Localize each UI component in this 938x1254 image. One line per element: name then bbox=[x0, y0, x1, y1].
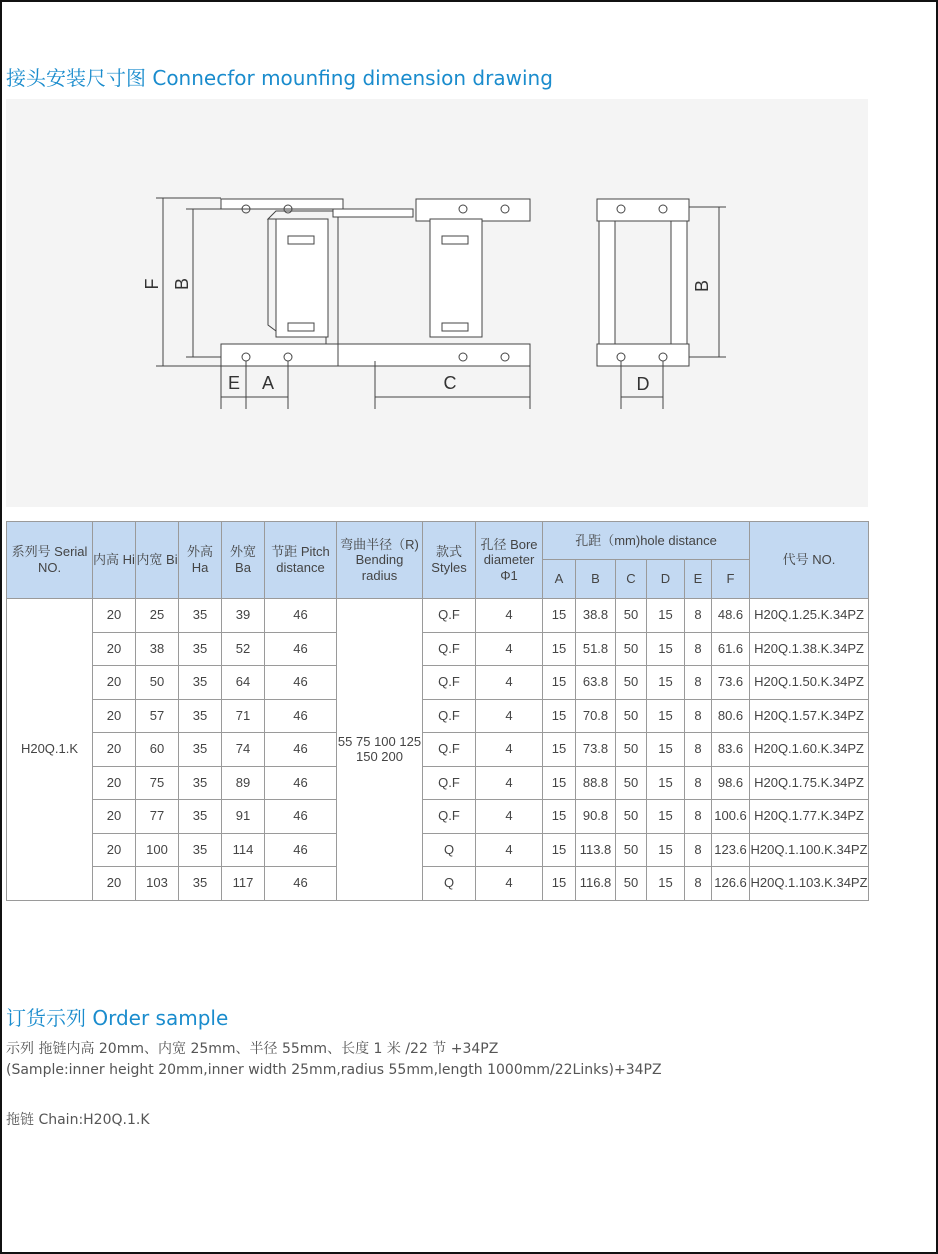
cell-d: 15 bbox=[647, 766, 685, 800]
cell-e: 8 bbox=[685, 666, 712, 700]
cell-pitch: 46 bbox=[265, 833, 337, 867]
cell-ha: 35 bbox=[179, 800, 222, 834]
cell-d: 15 bbox=[647, 800, 685, 834]
cell-a: 15 bbox=[543, 733, 576, 767]
header-pitch: 节距 Pitch distance bbox=[265, 522, 337, 599]
cell-e: 8 bbox=[685, 766, 712, 800]
connector-dimension-drawing bbox=[6, 99, 868, 507]
cell-bore: 4 bbox=[476, 699, 543, 733]
cell-ha: 35 bbox=[179, 666, 222, 700]
order-sample-line-en: (Sample:inner height 20mm,inner width 25mm,radius 55mm,length 1000mm/22Links)+34PZ bbox=[6, 1062, 662, 1078]
header-hole-e: E bbox=[685, 560, 712, 599]
table-row bbox=[7, 833, 869, 867]
cell-f: 123.6 bbox=[712, 833, 750, 867]
header-ba: 外宽 Ba bbox=[222, 522, 265, 599]
cell-c: 50 bbox=[616, 699, 647, 733]
cell-d: 15 bbox=[647, 833, 685, 867]
dim-label-c: C bbox=[443, 373, 457, 393]
cell-d: 15 bbox=[647, 632, 685, 666]
table-row bbox=[7, 699, 869, 733]
cell-bore: 4 bbox=[476, 733, 543, 767]
cell-ba: 39 bbox=[222, 599, 265, 633]
cell-hi: 20 bbox=[93, 599, 136, 633]
cell-ba: 52 bbox=[222, 632, 265, 666]
cell-e: 8 bbox=[685, 632, 712, 666]
left-bracket-outline bbox=[221, 199, 343, 209]
cell-b: 73.8 bbox=[576, 733, 616, 767]
cell-pitch: 46 bbox=[265, 800, 337, 834]
cell-d: 15 bbox=[647, 733, 685, 767]
cell-code: H20Q.1.57.K.34PZ bbox=[750, 699, 869, 733]
header-bore: 孔径 Bore diameter Φ1 bbox=[476, 522, 543, 599]
cell-a: 15 bbox=[543, 632, 576, 666]
header-hole-distance: 孔距（mm)hole distance bbox=[543, 522, 750, 560]
cell-style: Q.F bbox=[423, 800, 476, 834]
order-sample-line-cn: 示列 拖链内高 20mm、内宽 25mm、半径 55mm、长度 1 米 /22 节 +34PZ bbox=[6, 1041, 499, 1057]
header-bending: 弯曲半径（R) Bending radius bbox=[337, 522, 423, 599]
cell-hi: 20 bbox=[93, 632, 136, 666]
table-row bbox=[7, 666, 869, 700]
cell-d: 15 bbox=[647, 666, 685, 700]
cell-b: 70.8 bbox=[576, 699, 616, 733]
cell-code: H20Q.1.60.K.34PZ bbox=[750, 733, 869, 767]
cell-ba: 114 bbox=[222, 833, 265, 867]
cell-pitch: 46 bbox=[265, 733, 337, 767]
cell-e: 8 bbox=[685, 833, 712, 867]
dim-label-d: D bbox=[636, 374, 650, 394]
cell-pitch: 46 bbox=[265, 632, 337, 666]
cell-c: 50 bbox=[616, 867, 647, 901]
header-hole-c: C bbox=[616, 560, 647, 599]
cell-code: H20Q.1.103.K.34PZ bbox=[750, 867, 869, 901]
header-hole-a: A bbox=[543, 560, 576, 599]
dimension-drawing-svg bbox=[6, 99, 868, 507]
cell-e: 8 bbox=[685, 800, 712, 834]
cell-e: 8 bbox=[685, 699, 712, 733]
cell-code: H20Q.1.25.K.34PZ bbox=[750, 599, 869, 633]
spec-table-body bbox=[7, 599, 869, 901]
cell-hi: 20 bbox=[93, 733, 136, 767]
cell-style: Q.F bbox=[423, 766, 476, 800]
spec-table bbox=[6, 521, 869, 901]
table-row bbox=[7, 632, 869, 666]
cell-code: H20Q.1.77.K.34PZ bbox=[750, 800, 869, 834]
cell-b: 116.8 bbox=[576, 867, 616, 901]
cell-ba: 117 bbox=[222, 867, 265, 901]
cell-hi: 20 bbox=[93, 867, 136, 901]
cell-style: Q bbox=[423, 833, 476, 867]
cell-f: 73.6 bbox=[712, 666, 750, 700]
cell-ha: 35 bbox=[179, 867, 222, 901]
cell-pitch: 46 bbox=[265, 599, 337, 633]
cell-f: 83.6 bbox=[712, 733, 750, 767]
cell-pitch: 46 bbox=[265, 766, 337, 800]
cell-pitch: 46 bbox=[265, 867, 337, 901]
cell-style: Q.F bbox=[423, 666, 476, 700]
cell-c: 50 bbox=[616, 599, 647, 633]
cell-a: 15 bbox=[543, 766, 576, 800]
cell-ha: 35 bbox=[179, 599, 222, 633]
cell-hi: 20 bbox=[93, 833, 136, 867]
cell-b: 63.8 bbox=[576, 666, 616, 700]
order-section-title: 订货示列 Order sample bbox=[6, 1006, 229, 1030]
cell-bore: 4 bbox=[476, 666, 543, 700]
cell-style: Q bbox=[423, 867, 476, 901]
cell-b: 88.8 bbox=[576, 766, 616, 800]
cell-bore: 4 bbox=[476, 833, 543, 867]
cell-ha: 35 bbox=[179, 699, 222, 733]
cell-ha: 35 bbox=[179, 833, 222, 867]
cell-d: 15 bbox=[647, 867, 685, 901]
cell-style: Q.F bbox=[423, 632, 476, 666]
header-hole-f: F bbox=[712, 560, 750, 599]
header-styles: 款式 Styles bbox=[423, 522, 476, 599]
cell-hi: 20 bbox=[93, 766, 136, 800]
table-row bbox=[7, 733, 869, 767]
cell-ha: 35 bbox=[179, 733, 222, 767]
cell-ba: 91 bbox=[222, 800, 265, 834]
cell-a: 15 bbox=[543, 833, 576, 867]
dim-label-e: E bbox=[227, 373, 241, 393]
cell-b: 90.8 bbox=[576, 800, 616, 834]
cell-a: 15 bbox=[543, 599, 576, 633]
serial-cell: H20Q.1.K bbox=[7, 599, 93, 901]
cell-a: 15 bbox=[543, 699, 576, 733]
cell-ha: 35 bbox=[179, 632, 222, 666]
cell-a: 15 bbox=[543, 666, 576, 700]
cell-e: 8 bbox=[685, 599, 712, 633]
cell-ba: 74 bbox=[222, 733, 265, 767]
header-ha: 外高 Ha bbox=[179, 522, 222, 599]
cell-pitch: 46 bbox=[265, 666, 337, 700]
cell-bi: 50 bbox=[136, 666, 179, 700]
dim-label-f: F bbox=[142, 278, 162, 290]
header-bi: 内宽 Bi bbox=[136, 522, 179, 599]
cell-b: 113.8 bbox=[576, 833, 616, 867]
cell-bi: 57 bbox=[136, 699, 179, 733]
cell-c: 50 bbox=[616, 632, 647, 666]
cell-code: H20Q.1.38.K.34PZ bbox=[750, 632, 869, 666]
cell-ba: 89 bbox=[222, 766, 265, 800]
cell-f: 80.6 bbox=[712, 699, 750, 733]
cell-bore: 4 bbox=[476, 766, 543, 800]
header-code: 代号 NO. bbox=[750, 522, 869, 599]
table-row bbox=[7, 800, 869, 834]
cell-f: 98.6 bbox=[712, 766, 750, 800]
cell-bore: 4 bbox=[476, 800, 543, 834]
cell-ba: 64 bbox=[222, 666, 265, 700]
dim-label-b: B bbox=[172, 277, 192, 291]
table-row bbox=[7, 867, 869, 901]
header-serial: 系列号 Serial NO. bbox=[7, 522, 93, 599]
dim-label-b-side: B bbox=[692, 279, 712, 293]
cell-pitch: 46 bbox=[265, 699, 337, 733]
cell-bore: 4 bbox=[476, 867, 543, 901]
cell-bore: 4 bbox=[476, 632, 543, 666]
cell-e: 8 bbox=[685, 733, 712, 767]
table-row bbox=[7, 766, 869, 800]
dim-label-a: A bbox=[261, 373, 275, 393]
cell-ha: 35 bbox=[179, 766, 222, 800]
cell-code: H20Q.1.75.K.34PZ bbox=[750, 766, 869, 800]
cell-bi: 25 bbox=[136, 599, 179, 633]
cell-hi: 20 bbox=[93, 666, 136, 700]
cell-code: H20Q.1.50.K.34PZ bbox=[750, 666, 869, 700]
cell-bore: 4 bbox=[476, 599, 543, 633]
cell-e: 8 bbox=[685, 867, 712, 901]
cell-bi: 100 bbox=[136, 833, 179, 867]
cell-bi: 75 bbox=[136, 766, 179, 800]
cell-c: 50 bbox=[616, 666, 647, 700]
cell-b: 38.8 bbox=[576, 599, 616, 633]
cell-f: 126.6 bbox=[712, 867, 750, 901]
header-hole-b: B bbox=[576, 560, 616, 599]
cell-f: 100.6 bbox=[712, 800, 750, 834]
cell-a: 15 bbox=[543, 867, 576, 901]
cell-f: 61.6 bbox=[712, 632, 750, 666]
cell-bi: 60 bbox=[136, 733, 179, 767]
cell-c: 50 bbox=[616, 800, 647, 834]
cell-style: Q.F bbox=[423, 599, 476, 633]
cell-d: 15 bbox=[647, 699, 685, 733]
order-chain-model: 拖链 Chain:H20Q.1.K bbox=[6, 1112, 150, 1128]
drawing-section-title: 接头安装尺寸图 Connecfor mounfing dimension drawing bbox=[6, 66, 553, 90]
table-row bbox=[7, 599, 869, 633]
header-hi: 内高 Hi bbox=[93, 522, 136, 599]
cell-ba: 71 bbox=[222, 699, 265, 733]
cell-bi: 77 bbox=[136, 800, 179, 834]
cell-bi: 38 bbox=[136, 632, 179, 666]
bending-radius-cell: 55 75 100 125 150 200 bbox=[337, 599, 423, 901]
cell-d: 15 bbox=[647, 599, 685, 633]
cell-hi: 20 bbox=[93, 699, 136, 733]
cell-c: 50 bbox=[616, 766, 647, 800]
cell-b: 51.8 bbox=[576, 632, 616, 666]
cell-c: 50 bbox=[616, 733, 647, 767]
header-hole-d: D bbox=[647, 560, 685, 599]
cell-hi: 20 bbox=[93, 800, 136, 834]
cell-style: Q.F bbox=[423, 699, 476, 733]
cell-code: H20Q.1.100.K.34PZ bbox=[750, 833, 869, 867]
cell-f: 48.6 bbox=[712, 599, 750, 633]
cell-style: Q.F bbox=[423, 733, 476, 767]
cell-a: 15 bbox=[543, 800, 576, 834]
cell-c: 50 bbox=[616, 833, 647, 867]
cell-bi: 103 bbox=[136, 867, 179, 901]
